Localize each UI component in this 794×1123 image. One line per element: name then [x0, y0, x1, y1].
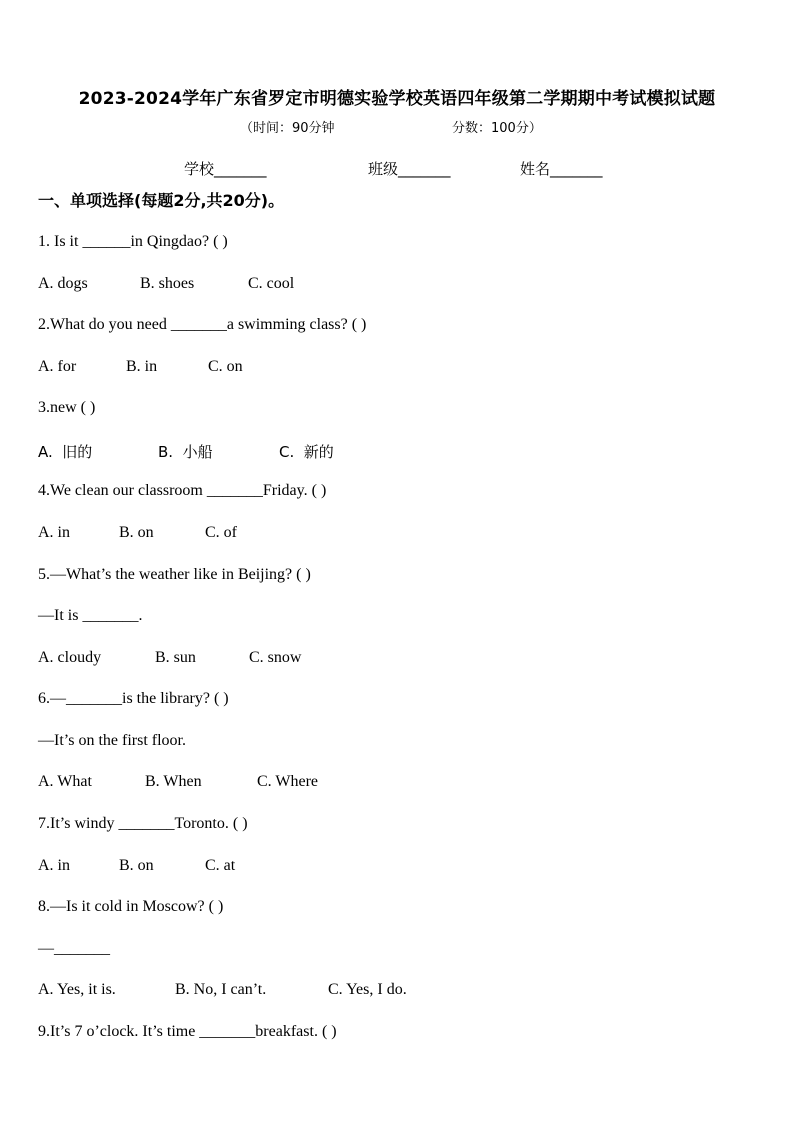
question-1-stem: 1. Is it ______in Qingdao? ( ) — [38, 233, 228, 250]
option-b[interactable]: B. on — [119, 857, 154, 874]
option-c[interactable]: C. on — [208, 358, 243, 375]
exam-time: （时间：90分钟 — [240, 121, 335, 136]
option-b[interactable]: B. shoes — [140, 275, 195, 292]
name-field[interactable]: 姓名_______ — [520, 160, 603, 178]
student-info-fields — [0, 158, 794, 180]
option-c[interactable]: C. snow — [249, 649, 302, 666]
question-8-reply: —_______ — [38, 940, 110, 957]
option-a[interactable]: A. for — [38, 358, 77, 375]
option-b[interactable]: B. 小船 — [158, 443, 213, 461]
option-b[interactable]: B. in — [126, 358, 158, 375]
option-c[interactable]: C. 新的 — [279, 443, 334, 461]
exam-score: 分数：100分） — [452, 121, 542, 136]
option-a[interactable]: A. dogs — [38, 275, 88, 292]
section-heading: 一、单项选择(每题2分,共20分)。 — [38, 191, 285, 210]
option-a[interactable]: A. 旧的 — [38, 443, 93, 461]
option-b[interactable]: B. No, I can’t. — [175, 981, 267, 998]
option-b[interactable]: B. sun — [155, 649, 196, 666]
option-a[interactable]: A. in — [38, 524, 70, 541]
option-c[interactable]: C. of — [205, 524, 237, 541]
option-b[interactable]: B. When — [145, 773, 202, 790]
question-7-stem: 7.It’s windy _______Toronto. ( ) — [38, 815, 248, 832]
question-1-options — [38, 275, 294, 293]
exam-title: 2023-2024学年广东省罗定市明德实验学校英语四年级第二学期期中考试模拟试题 — [78, 89, 716, 109]
exam-meta — [0, 117, 794, 137]
question-8-stem: 8.—Is it cold in Moscow? ( ) — [38, 898, 224, 915]
question-6-options — [38, 773, 318, 791]
question-4-stem: 4.We clean our classroom _______Friday. ( ) — [38, 482, 327, 499]
option-a[interactable]: A. cloudy — [38, 649, 102, 666]
question-2-options — [38, 358, 243, 376]
question-5-options — [38, 649, 301, 667]
option-c[interactable]: C. cool — [248, 275, 295, 292]
option-c[interactable]: C. Where — [257, 773, 319, 790]
question-4-options — [38, 524, 237, 542]
question-2-stem: 2.What do you need _______a swimming class? ( ) — [38, 316, 367, 333]
question-7-options — [38, 857, 235, 875]
option-a[interactable]: A. Yes, it is. — [38, 981, 116, 998]
option-c[interactable]: C. Yes, I do. — [328, 981, 407, 998]
question-3-stem: 3.new ( ) — [38, 399, 96, 416]
option-c[interactable]: C. at — [205, 857, 236, 874]
question-6-stem: 6.—_______is the library? ( ) — [38, 690, 229, 707]
option-a[interactable]: A. What — [38, 773, 92, 790]
question-3-options — [38, 441, 334, 462]
question-5-stem: 5.—What’s the weather like in Beijing? ( ) — [38, 566, 311, 583]
class-field[interactable]: 班级_______ — [368, 160, 451, 178]
question-9-stem: 9.It’s 7 o’clock. It’s time _______breakfast. ( ) — [38, 1023, 337, 1040]
school-field[interactable]: 学校_______ — [184, 160, 267, 178]
option-b[interactable]: B. on — [119, 524, 154, 541]
question-5-reply: —It is _______. — [38, 607, 143, 624]
question-8-options — [38, 981, 407, 999]
option-a[interactable]: A. in — [38, 857, 70, 874]
question-6-reply: —It’s on the first floor. — [38, 732, 186, 749]
